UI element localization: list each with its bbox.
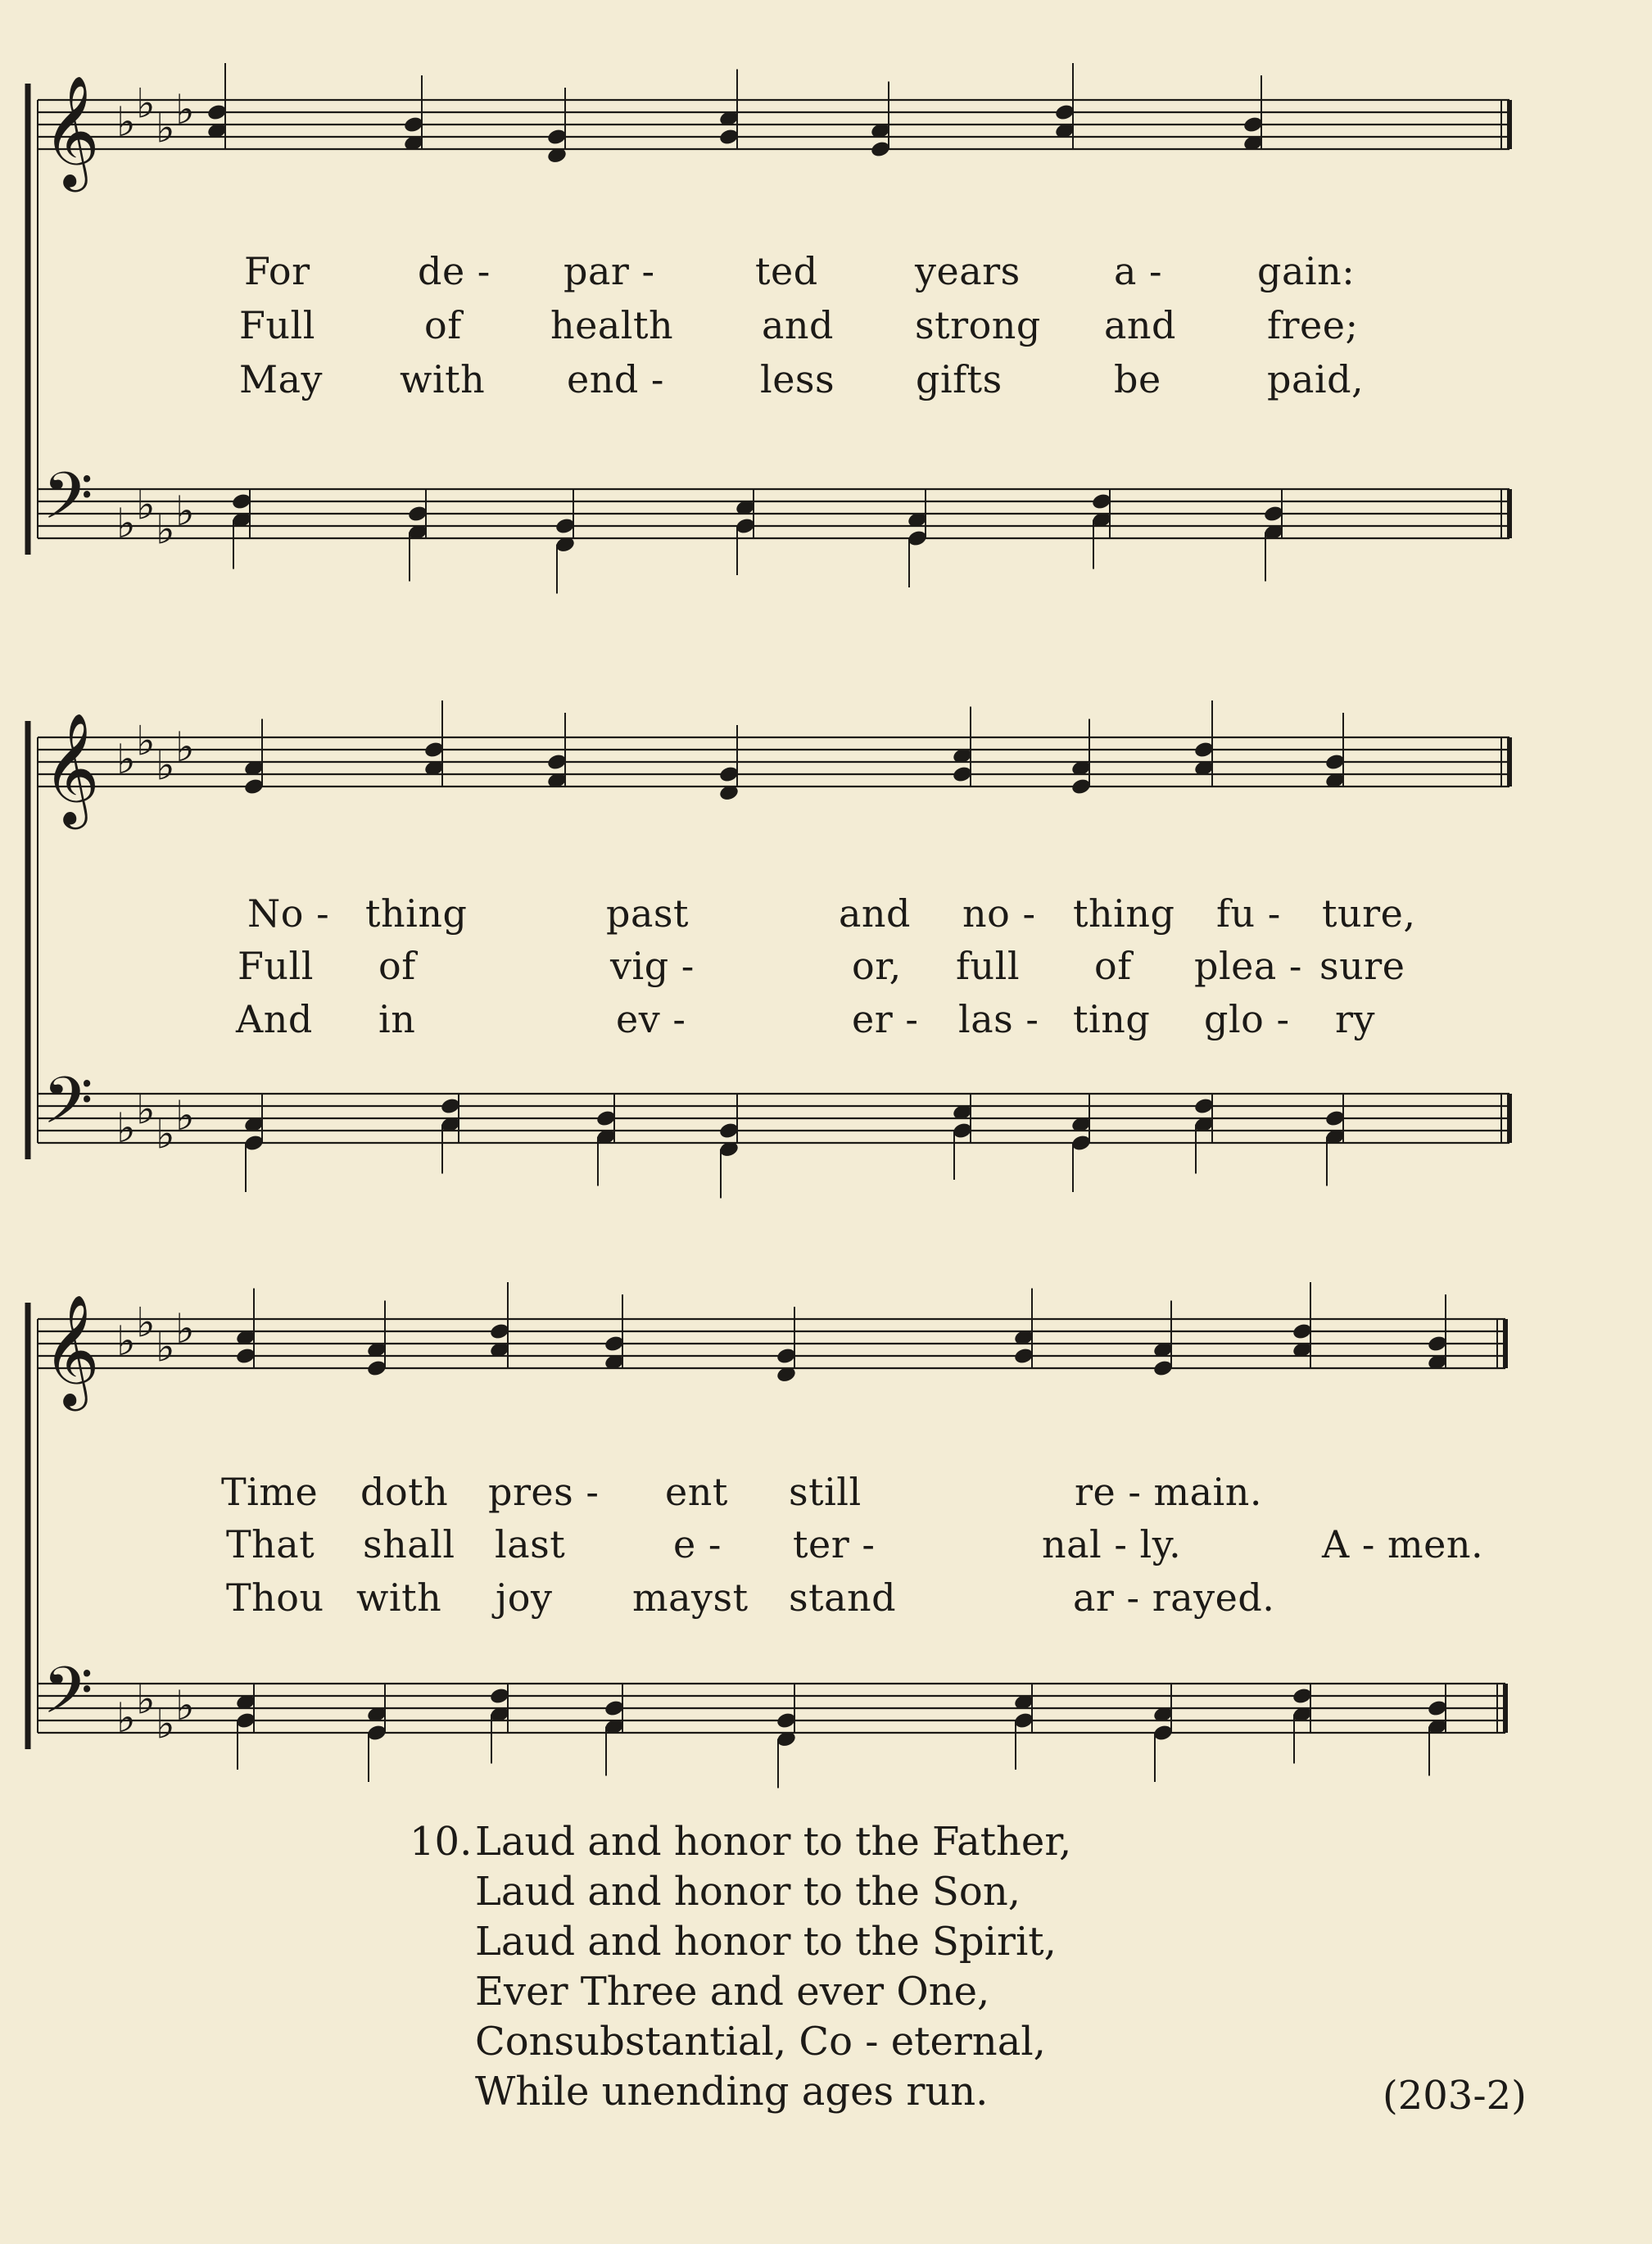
syllable: ry: [1335, 997, 1375, 1041]
syllable: be: [1114, 357, 1161, 401]
syllable: fu -: [1216, 891, 1281, 936]
flat-icon: ♭: [116, 1317, 136, 1365]
syllable: glo -: [1204, 997, 1290, 1041]
verse-line: Consubstantial, Co - eternal,: [475, 2019, 1046, 2065]
syllable: ting: [1073, 997, 1151, 1041]
syllable: ture,: [1322, 891, 1416, 936]
treble-clef-icon: 𝄞: [43, 711, 100, 824]
syllable: no -: [962, 891, 1036, 936]
flat-icon: ♭: [116, 98, 136, 146]
syllable: of: [1094, 944, 1132, 988]
lyrics-s3-verse1: [0, 1469, 1652, 1515]
syllable: No -: [247, 891, 330, 936]
syllable: plea -: [1194, 944, 1302, 988]
syllable: with: [356, 1575, 442, 1620]
syllable: las -: [958, 997, 1039, 1041]
lyrics-s3-verse2: [0, 1521, 1652, 1567]
syllable: Full: [239, 303, 315, 347]
flat-icon: ♭: [136, 717, 156, 765]
syllable: pres -: [488, 1470, 600, 1514]
syllable: er -: [852, 997, 919, 1041]
syllable: shall: [363, 1522, 455, 1566]
flat-icon: ♭: [116, 736, 136, 783]
syllable: ted: [755, 249, 818, 293]
flat-icon: ♭: [136, 1299, 156, 1347]
syllable: joy: [496, 1575, 553, 1620]
flat-icon: ♭: [136, 1086, 156, 1134]
syllable: sure: [1319, 944, 1405, 988]
syllable: with: [400, 357, 486, 401]
syllable: thing: [365, 891, 468, 936]
syllable: stand: [789, 1575, 897, 1620]
verse-line: Laud and honor to the Son,: [475, 1869, 1021, 1915]
flat-icon: ♭: [116, 1694, 136, 1742]
flat-icon: ♭: [175, 1305, 195, 1353]
syllable: thing: [1073, 891, 1175, 936]
syllable: free;: [1267, 303, 1359, 347]
syllable: of: [378, 944, 416, 988]
verse-line: Ever Three and ever One,: [475, 1969, 990, 2015]
lyrics-s2-verse3: [0, 996, 1652, 1042]
treble-clef-icon: 𝄞: [43, 1293, 100, 1406]
flat-icon: ♭: [156, 1110, 175, 1158]
flat-icon: ♭: [156, 505, 175, 554]
syllable: e -: [673, 1522, 722, 1566]
flat-icon: ♭: [175, 723, 195, 771]
lyrics-s1-verse3: [0, 356, 1652, 402]
syllable: Time: [221, 1470, 319, 1514]
syllable: ter -: [793, 1522, 876, 1566]
treble-clef-icon: 𝄞: [43, 74, 100, 187]
lyrics-s2-verse2: [0, 943, 1652, 989]
syllable: nal - ly.: [1042, 1522, 1182, 1566]
syllable: in: [378, 997, 416, 1041]
flat-icon: ♭: [156, 1700, 175, 1748]
lyrics-s3-verse3: [0, 1575, 1652, 1621]
syllable: paid,: [1267, 357, 1365, 401]
syllable: Full: [238, 944, 314, 988]
syllable: health: [550, 303, 674, 347]
syllable: strong: [915, 303, 1041, 347]
verse-number: 10.: [410, 1819, 473, 1865]
lyrics-s1-verse2: [0, 302, 1652, 348]
syllable: Thou: [226, 1575, 324, 1620]
syllable: re - main.: [1075, 1470, 1263, 1514]
syllable: of: [424, 303, 462, 347]
syllable: full: [956, 944, 1021, 988]
syllable: doth: [360, 1470, 449, 1514]
syllable: mayst: [632, 1575, 749, 1620]
flat-icon: ♭: [156, 104, 175, 152]
syllable: ent: [665, 1470, 728, 1514]
syllable: end -: [567, 357, 664, 401]
verse-line: Laud and honor to the Father,: [475, 1819, 1072, 1865]
syllable: For: [244, 249, 310, 293]
syllable: still: [789, 1470, 862, 1514]
syllable: de -: [418, 249, 491, 293]
syllable: and: [762, 303, 834, 347]
syllable: and: [1104, 303, 1176, 347]
syllable: less: [760, 357, 835, 401]
flat-icon: ♭: [175, 1682, 195, 1729]
syllable: May: [239, 357, 324, 401]
syllable: par -: [563, 249, 655, 293]
syllable: A - men.: [1322, 1522, 1484, 1566]
bass-clef-icon: 𝄢: [43, 458, 93, 550]
flat-icon: ♭: [156, 1323, 175, 1371]
flat-icon: ♭: [116, 500, 136, 547]
syllable: That: [226, 1522, 315, 1566]
syllable: And: [236, 997, 313, 1041]
verse-line: While unending ages run.: [475, 2069, 989, 2115]
syllable: years: [915, 249, 1021, 293]
bass-clef-icon: 𝄢: [43, 1063, 93, 1154]
flat-icon: ♭: [136, 79, 156, 128]
bass-clef-icon: 𝄢: [43, 1652, 93, 1744]
syllable: gain:: [1257, 249, 1356, 293]
syllable: and: [839, 891, 911, 936]
flat-icon: ♭: [175, 86, 195, 134]
page-number: (203-2): [1383, 2073, 1527, 2119]
syllable: a -: [1114, 249, 1163, 293]
syllable: vig -: [610, 944, 695, 988]
syllable: past: [606, 891, 689, 936]
lyrics-s1-verse1: [0, 248, 1652, 294]
flat-icon: ♭: [175, 1092, 195, 1140]
verse-line: Laud and honor to the Spirit,: [475, 1919, 1057, 1965]
flat-icon: ♭: [136, 1675, 156, 1724]
flat-icon: ♭: [175, 487, 195, 535]
syllable: last: [495, 1522, 566, 1566]
lyrics-s2-verse1: [0, 891, 1652, 936]
syllable: or,: [852, 944, 902, 988]
flat-icon: ♭: [156, 741, 175, 790]
flat-icon: ♭: [136, 481, 156, 529]
flat-icon: ♭: [116, 1104, 136, 1152]
syllable: ar - rayed.: [1073, 1575, 1275, 1620]
syllable: gifts: [916, 357, 1003, 401]
syllable: ev -: [616, 997, 686, 1041]
